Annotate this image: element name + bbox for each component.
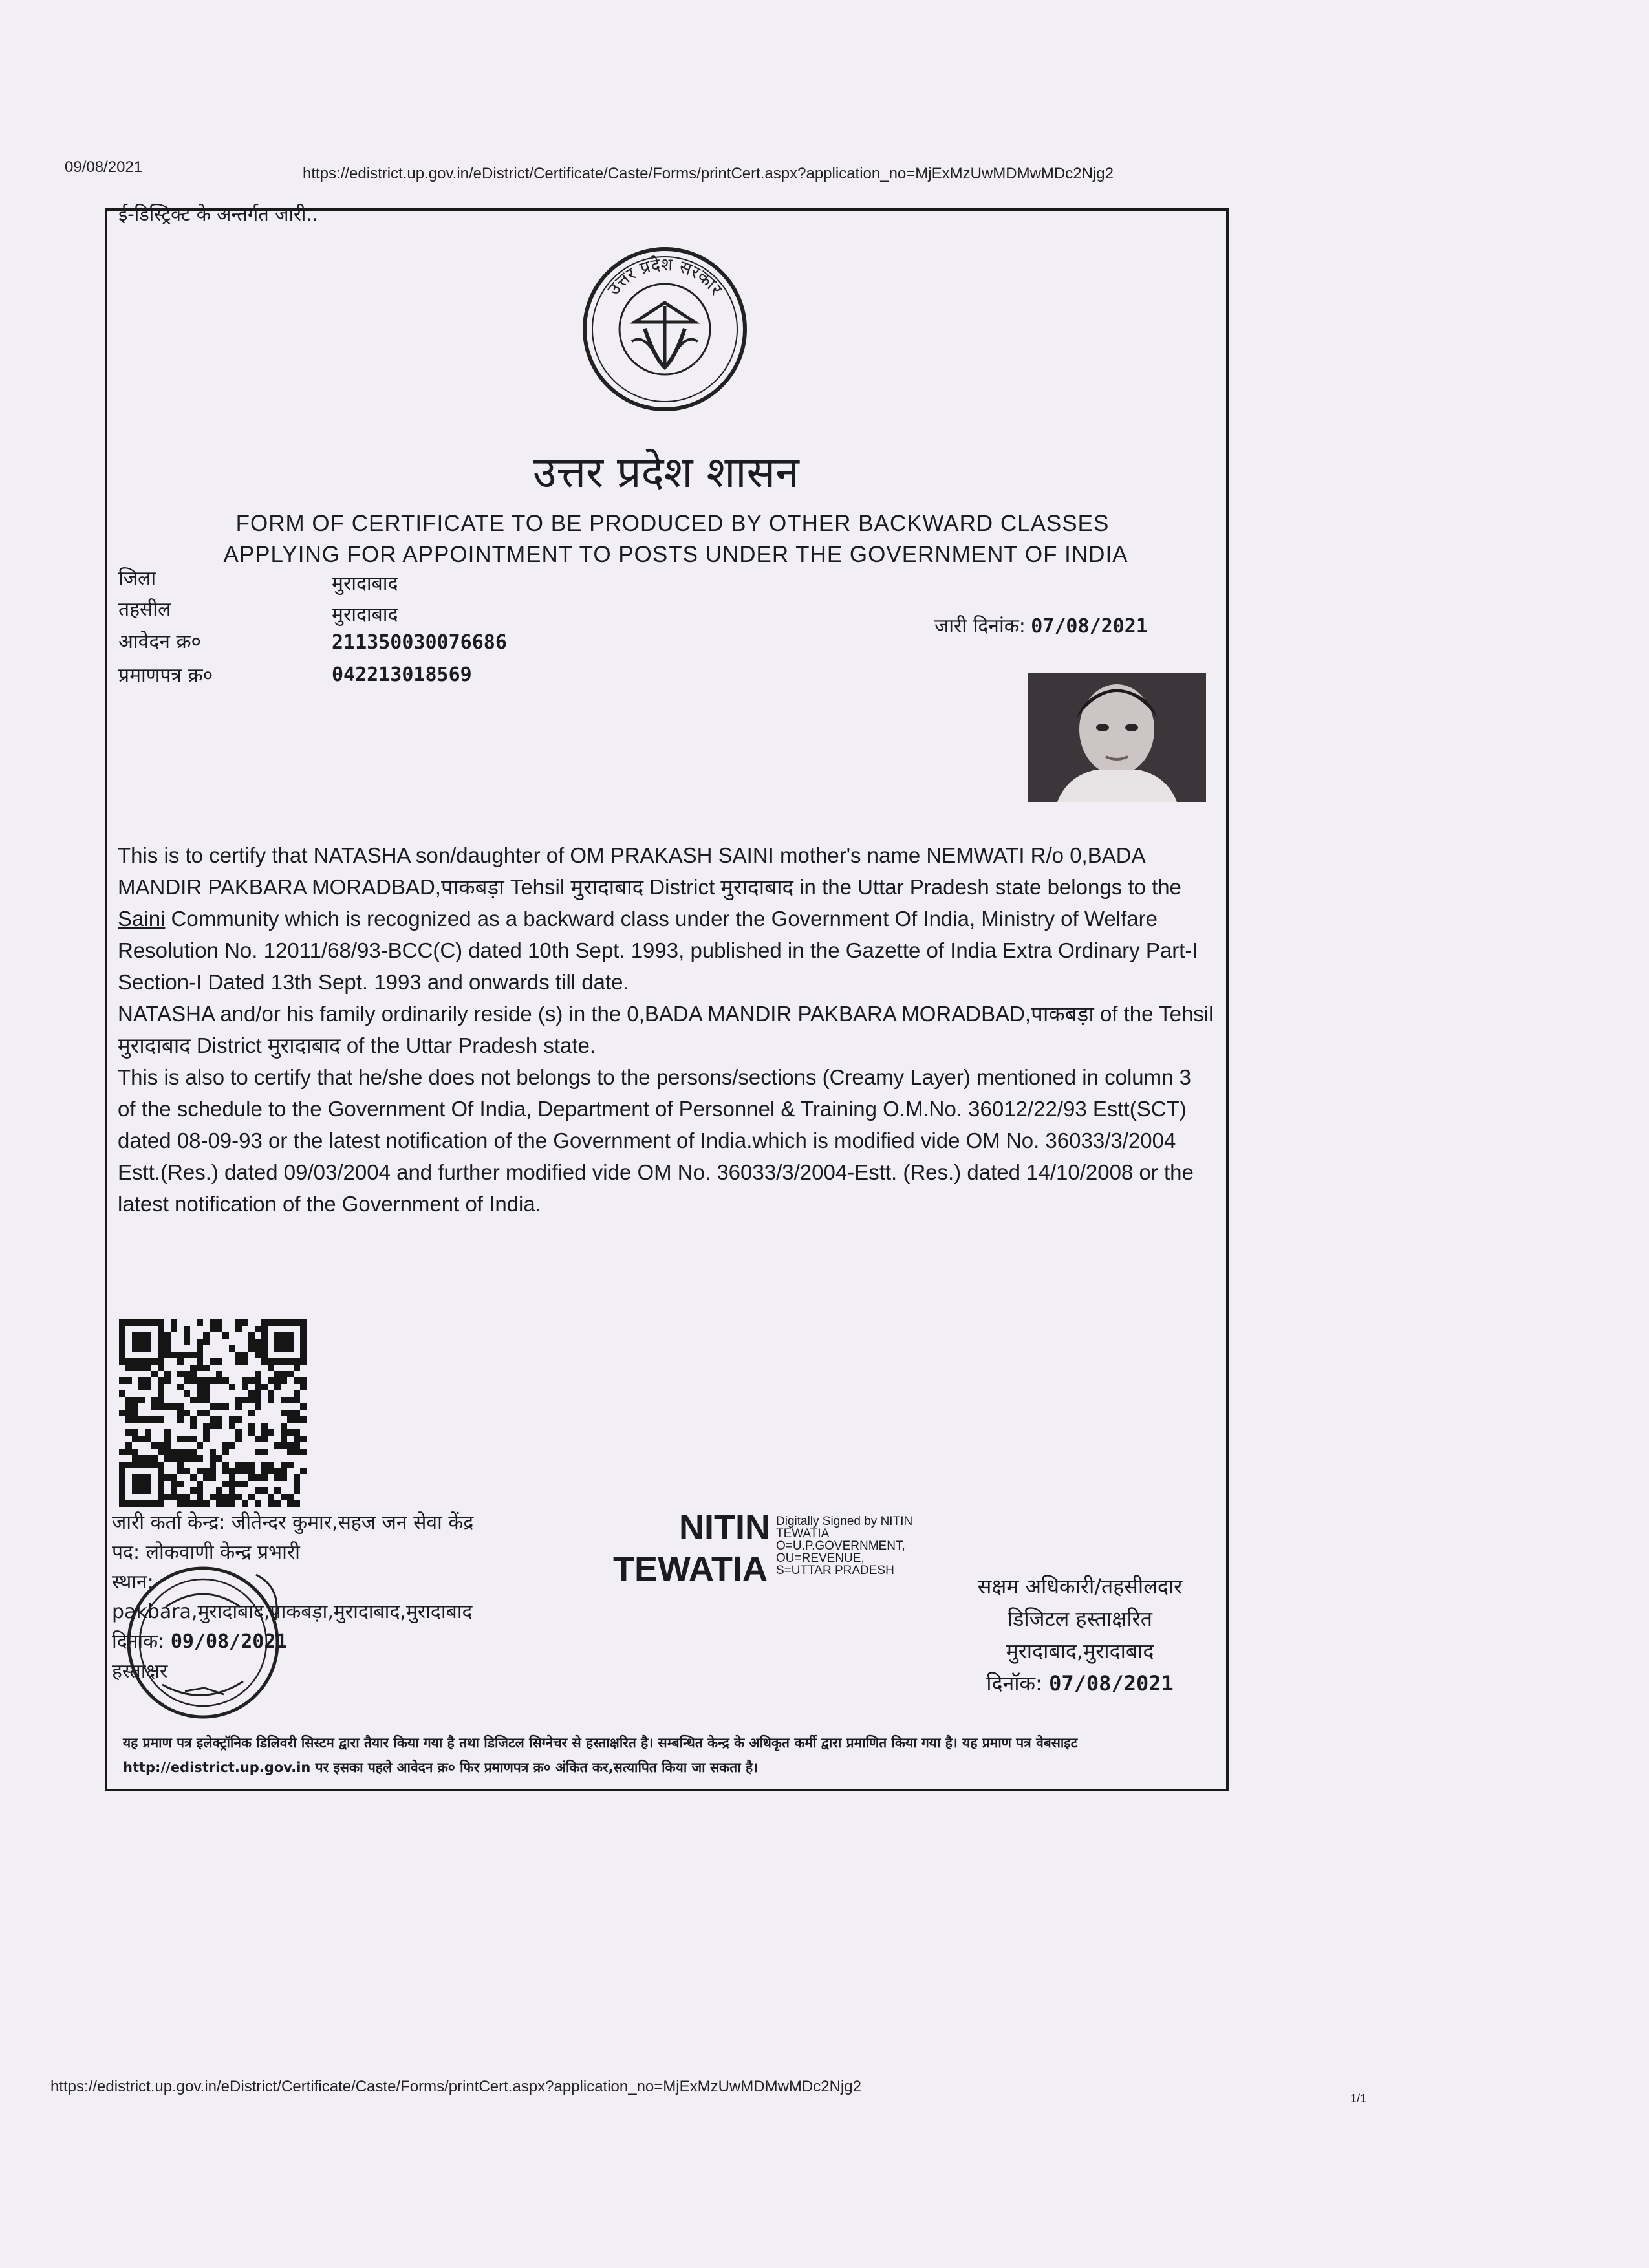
up-government-seal <box>580 244 749 414</box>
digital-signer-name-line2: TEWATIA <box>613 1550 768 1588</box>
seal-text: उत्तर प्रदेश सरकार <box>603 254 726 299</box>
field-value-district: मुरादाबाद <box>332 572 398 595</box>
person-photo-icon <box>1028 673 1206 802</box>
issuer-place: pakbara,मुरादाबाद,पाकबड़ा,मुरादाबाद,मुरादाबाद <box>112 1601 473 1623</box>
authority-block <box>951 1570 1209 1700</box>
body-paragraph-2: NATASHA and/or his family ordinarily reside (s) in the 0,BADA MANDIR PAKBARA MORADBAD,पाकबड़ा of the Tehsil मुरादाबाद District मुरादाबाद of the Uttar Pradesh state. <box>118 1002 1214 1057</box>
issue-date-block <box>934 612 1148 638</box>
community-name: Saini <box>118 907 166 931</box>
print-url-footer[interactable]: https://edistrict.up.gov.in/eDistrict/Certificate/Caste/Forms/printCert.aspx?application_no=MjExMzUwMDMwMDc2Njg2 <box>50 2078 861 2095</box>
authority-title: सक्षम अधिकारी/तहसीलदार <box>977 1574 1183 1599</box>
body-paragraph-1 <box>118 839 1214 998</box>
field-label-district: जिला <box>118 567 156 590</box>
form-title-line1: FORM OF CERTIFICATE TO BE PRODUCED BY OTHER BACKWARD CLASSES <box>235 511 1110 536</box>
authority-digital-signed: डिजिटल हस्ताक्षरित <box>1008 1606 1152 1631</box>
ds-detail-2: TEWATIA <box>776 1527 830 1540</box>
print-url-header[interactable]: https://edistrict.up.gov.in/eDistrict/Certificate/Caste/Forms/printCert.aspx?application_no=MjExMzUwMDMwMDc2Njg2 <box>303 165 1114 182</box>
verification-qr-code[interactable] <box>119 1319 307 1507</box>
form-title-line2: APPLYING FOR APPOINTMENT TO POSTS UNDER THE GOVERNMENT OF INDIA <box>223 542 1128 567</box>
issue-date-value: 07/08/2021 <box>1031 615 1148 638</box>
rubber-stamp <box>127 1562 334 1723</box>
issuer-date: 09/08/2021 <box>170 1630 288 1653</box>
ds-detail-1: Digitally Signed by NITIN <box>776 1515 913 1528</box>
digital-signer-name-line1: NITIN <box>679 1508 770 1547</box>
issuer-post: पद: लोकवाणी केन्द्र प्रभारी <box>112 1541 300 1564</box>
issuer-signature-label: हस्ताक्षर <box>112 1660 168 1683</box>
authority-location: मुरादाबाद,मुरादाबाद <box>1006 1639 1154 1663</box>
body-p1-part1: This is to certify that NATASHA son/daughter of OM PRAKASH SAINI mother's name NEMWATI R/o 0,BADA MANDIR PAKBARA MORADBAD,पाकबड़ा Tehsil मुरादाबाद District मुरादाबाद in the Uttar Pradesh state belongs to the <box>118 843 1181 899</box>
issued-under-note: ई-डिस्ट्रिक्ट के अन्तर्गत जारी.. <box>118 203 318 225</box>
authority-date: 07/08/2021 <box>1049 1671 1174 1696</box>
issuer-center: जारी कर्ता केन्द्र: जीतेन्दर कुमार,सहज जन सेवा केंद्र <box>112 1511 474 1534</box>
applicant-photo <box>1028 673 1206 802</box>
issuer-place-label: स्थान: <box>112 1571 154 1593</box>
field-label-application-no: आवेदन क्र० <box>118 631 202 653</box>
issue-date-label: जारी दिनांक: <box>934 615 1026 638</box>
round-stamp-icon <box>127 1562 334 1723</box>
field-label-tehsil: तहसील <box>118 598 171 621</box>
ds-detail-5: S=UTTAR PRADESH <box>776 1564 894 1577</box>
body-p1-part2: Community which is recognized as a backward class under the Government Of India, Ministry of Welfare Resolution No. 12011/68/93-BCC(C) dated 10th Sept. 1993, published in the Gazette of India Extra Ordinary Part-I Section-I Dated 13th Sept. 1993 and onwards till date. <box>118 907 1198 994</box>
ds-detail-4: OU=REVENUE, <box>776 1551 865 1565</box>
government-title: उत्तर प्रदेश शासन <box>533 448 799 497</box>
field-value-tehsil: मुरादाबाद <box>332 603 398 626</box>
digital-signature-details <box>776 1515 912 1577</box>
qr-code-icon <box>119 1319 307 1507</box>
authority-date-row <box>951 1667 1209 1700</box>
issuer-date-label: दिनांक: <box>112 1630 165 1653</box>
certificate-body <box>118 839 1214 1220</box>
print-date: 09/08/2021 <box>65 158 143 176</box>
ds-detail-3: O=U.P.GOVERNMENT, <box>776 1539 905 1553</box>
field-value-application-no: 211350030076686 <box>332 631 507 654</box>
body-paragraph-3: This is also to certify that he/she does not belongs to the persons/sections (Creamy Layer) mentioned in column 3 of the schedule to the Government Of India, Department of Personnel & Training O.M.No. 36012/22/93 Estt(SCT) dated 08-09-93 or the latest notification of the Government of India.which is modified vide OM No. 36033/3/2004 Estt.(Res.) dated 09/03/2004 and further modified vide OM No. 36033/3/2004-Estt. (Res.) dated 14/10/2008 or the latest notification of the Government of India. <box>118 1065 1194 1216</box>
seal-emblem-icon <box>580 244 749 414</box>
authority-date-label: दिनॉक: <box>986 1671 1042 1696</box>
field-label-certificate-no: प्रमाणपत्र क्र० <box>118 664 213 687</box>
print-page-number: 1/1 <box>1350 2092 1367 2105</box>
field-value-certificate-no: 042213018569 <box>332 664 472 686</box>
certificate-footer-note: यह प्रमाण पत्र इलेक्ट्रॉनिक डिलिवरी सिस्टम द्वारा तैयार किया गया है तथा डिजिटल सिग्नेचर से हस्ताक्षरित है। सम्बन्धित केन्द्र के अधिकृत कर्मी द्वारा प्रमाणित किया गया है। यह प्रमाण पत्र वेबसाइट http://edistrict.up.gov.in पर इसका पहले आवेदन क्र० फिर प्रमाणपत्र क्र० अंकित कर,सत्यापित किया जा सकता है। <box>123 1735 1078 1775</box>
